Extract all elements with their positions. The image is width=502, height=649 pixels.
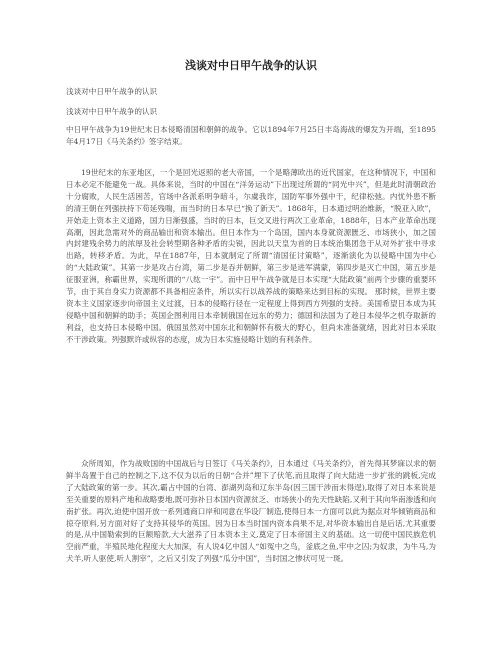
subtitle-line-2: 浅谈对中日甲午战争的认识 [66, 107, 158, 116]
subtitle-line-1: 浅谈对中日甲午战争的认识 [66, 87, 158, 96]
intro-paragraph: 中日甲午战争为19世纪末日本侵略清国和朝鲜的战争。它以1894年7月25日丰岛海战的爆发为开端，至1895年4月17日《马关条约》签字结束。 [66, 125, 436, 146]
body-paragraph-1: 19世纪末的东亚地区，一个是回光返照的老大帝国，一个是略薄欧出的近代国家，在这种情况下，中国和日本必定不能避免一战。具体来说，当时的中国在“洋务运动”下出现过所谓的“同光中兴”，但是此时清朝政治十分腐败，人民生活困苦，官场中各派系明争暗斗，尔虞我诈，国防军事外强中干，纪律松弛。内忧外患不断的清王朝在列强扶持下苟延残喘，而当时的日本早已“换了新天”。1868年，日本通过明治维新，“脱亚入欧”，开始走上资本主义道路，国力日渐强盛，当时的日本，巨交叉进行两次工业革命，1888年，日本产业革命出现高潮，因此急需对外的商品输出和资本输出。但日本作为一个岛国，国内本身就资源匮乏、市场狭小，加之国内封建残余势力的浓厚及社会转型期各种矛盾的尖锐，因此以天皇为首的日本统治集团急于从对外扩张中寻求出路，转移矛盾。为此，早在1887年，日本就制定了所谓“清国征讨策略”，逐渐演化为以侵略中国为中心的“大陆政策”。其第一步是攻占台湾，第二步是吞并朝鲜，第三步是进军满蒙，第四步是灭亡中国，第五步是征服亚洲，称霸世界，实现所谓的“八纮一宇”。而中日甲午战争就是日本实现“大陆政策”前两个步骤的重要环节，由于其自身实力资源都不具备相应条件，所以实行以战养战的策略来达到目标的实现。 那时候，世界主要资本主义国家逐步向帝国主义过渡，日本的侵略行径在一定程度上得到西方列强的支持。美国希望日本成为其侵略中国和朝鲜的助手；英国企图利用日本牵制俄国在远东的势力；德国和法国为了趁日本侵华之机夺取新的利益，也支持日本侵略中国。俄国虽然对中国东北和朝鲜怀有极大的野心，但尚未准备就绪，因此对日本采取不干涉政策。列强默许或纵容的态度，成为日本实施侵略计划的有利条件。 [66, 168, 436, 344]
body-paragraph-2: 众所周知，作为战败国的中国战后与日签订《马关条约》，日本通过《马关条约》，首先得其梦寐以求的朝鲜半岛置于自己的控制之下,这不仅为以后的日朝“合并”埋下了伏笔,而且取得了向大陆进一步扩张的跳板,完成了大陆政策的第一步。其次,霸占中国的台湾、澎湖列岛和辽东半岛(因三国干涉而未得逞),取得了对日本来说是至关重要的原料产地和战略要地,既可弥补日本国内资源贫乏、市场狭小的先天性缺陷,又利于其向华南渗透和向南扩张。再次,迫使中国开放一系列通商口岸和同意在华设厂制造,使得日本一方面可以此为据点对华倾销商品和掠夺原料,另方面对好了支持其侵华的英国。因为日本当时国内资本尚果不足,对华资本输出自是后话,尤其重要的是,从中国勒索到的巨额赔款,大大滋养了日本资本主义,奠定了日本帝国主义的基础。这一切使中国民族危机空前严重，半殖民地化程度大大加深，有人说4亿中国人“如冤中之鸟，釜底之鱼,牢中之囚;为奴隶，为牛马,为犬羊,听人驱使,听人割宰”，之后又引发了列强“瓜分中国”，当时国之惨状可见一斑。 [66, 459, 436, 564]
document-title: 浅谈对中日甲午战争的认识 [185, 59, 317, 72]
